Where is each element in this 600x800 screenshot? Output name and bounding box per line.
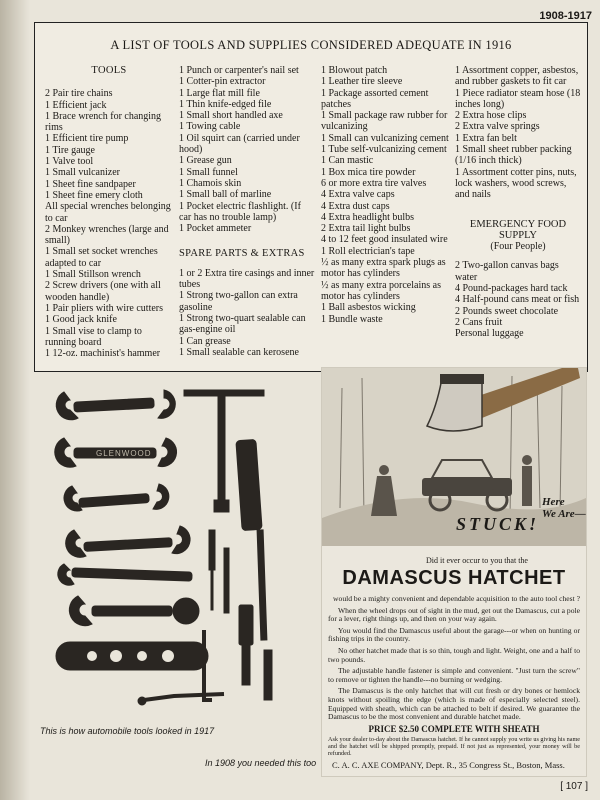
we-are-word: We Are— xyxy=(542,508,586,520)
wrench-3-icon xyxy=(64,484,169,511)
tools-column-2 xyxy=(179,65,315,358)
spare-parts-column xyxy=(321,65,451,325)
spare-item: 1 Strong two-gallon can extra gasoline xyxy=(179,290,298,313)
tools-photo xyxy=(34,380,304,740)
spare-item: 1 or 2 Extra tire casings and inner tubes xyxy=(179,267,315,291)
tool-item: 1 Small set socket wrenches adapted to car xyxy=(45,246,158,269)
tool-item: 1 Towing cable xyxy=(179,121,241,133)
gaskets-list xyxy=(455,65,581,201)
spare-item: 1 Box mica tire powder xyxy=(321,166,416,178)
food-item: 2 Pounds sweet chocolate xyxy=(455,305,559,317)
tool-item: 1 Small Stillson wrench xyxy=(45,269,141,281)
spare-parts-list-continued xyxy=(321,65,451,325)
tools-caption: This is how automobile tools looked in 1917 xyxy=(40,726,215,736)
hatchet-caption: In 1908 you needed this too xyxy=(205,758,317,768)
spare-item: 1 Tube self-vulcanizing cement xyxy=(321,144,447,156)
wrench-4-icon xyxy=(66,526,190,557)
tool-item: 1 Small short handled axe xyxy=(179,110,283,122)
supply-item: 2 Extra valve springs xyxy=(455,121,540,133)
spare-item: 4 to 12 feet good insulated wire xyxy=(321,234,448,246)
food-heading: EMERGENCY FOOD SUPPLY xyxy=(469,218,567,241)
tool-item: All special wrenches belonging to car xyxy=(45,201,171,224)
tool-item: 1 Pair pliers with wire cutters xyxy=(45,302,164,314)
tool-item: 1 Oil squirt can (carried under hood) xyxy=(179,132,300,156)
tools-heading: TOOLS xyxy=(91,65,127,76)
tool-item: 1 Small funnel xyxy=(179,166,238,178)
supply-item: 1 Small sheet rubber packing (1/16 inch thick) xyxy=(455,144,572,167)
tools-column xyxy=(45,65,173,359)
ad-company: C. A. C. AXE COMPANY, Dept. R., 35 Congress St., Boston, Mass. xyxy=(332,760,565,770)
food-item: Personal luggage xyxy=(455,328,524,340)
hatchet-advertisement xyxy=(322,368,586,776)
spare-item: 4 Extra headlight bulbs xyxy=(321,211,415,223)
tool-item: 1 Small vulcanizer xyxy=(45,167,120,179)
ad-fine-print: Ask your dealer to-day about the Damascus hatchet. If he cannot supply you write us giving his name and the hatchet will be shipped promptly, prepaid. If not just as represented, your money will be refunded. xyxy=(328,736,580,758)
food-item: 4 Pound-packages hard tack xyxy=(455,283,568,295)
tool-item: 1 Efficient jack xyxy=(45,99,107,111)
food-item: 2 Cans fruit xyxy=(455,316,503,328)
tool-item: 2 Screw drivers (one with all wooden handle) xyxy=(45,280,161,303)
here-word: Here xyxy=(542,496,565,508)
spare-item: 1 Roll electrician's tape xyxy=(321,245,415,257)
page-gutter-shadow xyxy=(0,0,30,800)
tool-item: 2 Pair tire chains xyxy=(45,88,113,100)
supply-item: 1 Piece radiator steam hose (18 inches long) xyxy=(455,87,581,110)
tool-item: 1 Sheet fine sandpaper xyxy=(45,178,136,190)
tools-list-box xyxy=(34,22,588,372)
ad-line-1: would be a mighty convenient and dependable acquisition to the auto tool chest ? xyxy=(333,594,580,603)
spare-item: 4 Extra dust caps xyxy=(321,200,390,212)
food-item: 2 Two-gallon canvas bags water xyxy=(455,260,559,283)
socket-pair-icon xyxy=(239,605,272,700)
spare-item: 4 Extra valve caps xyxy=(321,189,395,201)
tool-item: 1 Efficient tire pump xyxy=(45,133,129,145)
spare-item: 1 Leather tire sleeve xyxy=(321,76,403,88)
tool-item: 1 Valve tool xyxy=(45,156,94,168)
spare-parts-list xyxy=(179,268,315,358)
spare-item: 1 Strong two-quart sealable can gas-engine oil xyxy=(179,312,306,336)
ad-brand-name: DAMASCUS HATCHET xyxy=(342,567,566,589)
ad-paragraph-4: The adjustable handle fastener is simple and convenient. "Just turn the screw" to remove or tighten the handle---no burning or wedging. xyxy=(328,666,580,684)
tool-item: 1 Grease gun xyxy=(179,155,232,167)
tool-item: 1 Chamois skin xyxy=(179,177,242,189)
spare-item: 1 Small package raw rubber for vulcanizing xyxy=(321,110,448,133)
tool-item: 1 Sheet fine emery cloth xyxy=(45,189,143,201)
page-number: [ 107 ] xyxy=(560,781,588,792)
here-we-are-text xyxy=(542,496,586,520)
box-title: A LIST OF TOOLS AND SUPPLIES CONSIDERED ADEQUATE IN 1916 xyxy=(110,38,512,52)
tool-item: 1 Small ball of marline xyxy=(179,189,272,201)
ad-paragraph-5: The Damascus is the only hatchet that will cut fresh or dry bones or hemlock knots without spoiling the edge (which is made of especially selected steel). Equipped with sheath, which can be attached to belt if desired. We guarantee the Damascus to be the most convenient and durable hatchet made. xyxy=(328,686,580,722)
running-header-years: 1908-1917 xyxy=(539,10,592,22)
ad-price: PRICE $2.50 COMPLETE WITH SHEATH xyxy=(368,723,540,734)
tool-item: 1 Thin knife-edged file xyxy=(179,98,272,110)
tool-item: 1 Cotter-pin extractor xyxy=(179,76,266,88)
supply-item: 1 Assortment cotter pins, nuts, lock washers, wood screws, and nails xyxy=(455,166,577,201)
bent-key-icon xyxy=(204,630,212,700)
spare-item: 1 Ball asbestos wicking xyxy=(321,302,416,314)
tool-item: 1 Pocket ammeter xyxy=(179,223,252,235)
wrench-5-icon xyxy=(58,564,192,585)
tool-item: 1 Punch or carpenter's nail set xyxy=(179,65,299,76)
supply-item: 1 Extra fan belt xyxy=(455,132,517,144)
supply-item: 2 Extra hose clips xyxy=(455,110,527,122)
multi-wrench-icon xyxy=(56,642,208,670)
man-figure-icon xyxy=(522,455,532,506)
tool-item: 1 Small vise to clamp to running board xyxy=(45,325,142,348)
spare-item: ½ as many extra porcelains as motor has cylinders xyxy=(321,279,441,302)
spare-item: 1 Small sealable can kerosene xyxy=(179,346,299,358)
spare-item: 1 Blowout patch xyxy=(321,65,388,76)
ad-paragraph-2: You would find the Damascus useful about the garage---or when on hunting or fishing trips in the country. xyxy=(328,625,580,644)
tool-item: 1 Large flat mill file xyxy=(179,87,260,99)
tools-list-continued xyxy=(179,65,315,234)
food-subheading: (Four People) xyxy=(490,241,546,253)
ad-lead-in: Did it ever occur to you that the xyxy=(426,556,528,565)
ad-body xyxy=(328,595,580,757)
spare-item: 6 or more extra tire valves xyxy=(321,177,427,189)
tool-item: 2 Monkey wrenches (large and small) xyxy=(45,223,169,247)
wrench-stamp: GLENWOOD xyxy=(96,449,152,458)
screwdriver-2-icon xyxy=(224,548,229,613)
tool-item: 1 12-oz. machinist's hammer xyxy=(45,348,161,360)
food-list xyxy=(455,260,581,339)
food-item: 4 Half-pound cans meat or fish xyxy=(455,294,580,306)
tool-item: 1 Brace wrench for changing rims xyxy=(45,110,162,134)
spare-item: 1 Small can vulcanizing cement xyxy=(321,132,449,144)
tool-item: 1 Pocket electric flashlight. (If car has no trouble lamp) xyxy=(179,200,301,223)
tool-item: 1 Good jack knife xyxy=(45,314,117,326)
supplies-column xyxy=(455,65,581,340)
ad-paragraph-3: No other hatchet made that is so thin, tough and light. Weight, one and a half to two pounds. xyxy=(328,645,580,664)
spare-item: 2 Extra tail light bulbs xyxy=(321,223,411,235)
tools-list xyxy=(45,88,173,359)
spare-parts-heading: SPARE PARTS & EXTRAS xyxy=(179,248,305,260)
supply-item: 1 Assortment copper, asbestos, and rubber gaskets to fit car xyxy=(455,65,579,88)
ad-paragraph-1: When the wheel drops out of sight in the mud, get out the Damascus, cut a pole for a lever, right things up, and then on your way again. xyxy=(328,605,580,624)
stuck-headline: STUCK! xyxy=(456,514,540,534)
wrench-1-icon xyxy=(56,390,175,420)
screwdriver-1-icon xyxy=(209,530,215,610)
spare-item: 1 Can mastic xyxy=(321,155,374,167)
spare-item: ½ as many extra spark plugs as motor has cylinders xyxy=(321,257,446,280)
tool-item: 1 Tire gauge xyxy=(45,144,95,156)
wrench-6-icon xyxy=(69,596,199,626)
spare-item: 1 Bundle waste xyxy=(321,313,383,325)
spare-item: 1 Can grease xyxy=(179,335,231,347)
spare-item: 1 Package assorted cement patches xyxy=(321,87,429,110)
